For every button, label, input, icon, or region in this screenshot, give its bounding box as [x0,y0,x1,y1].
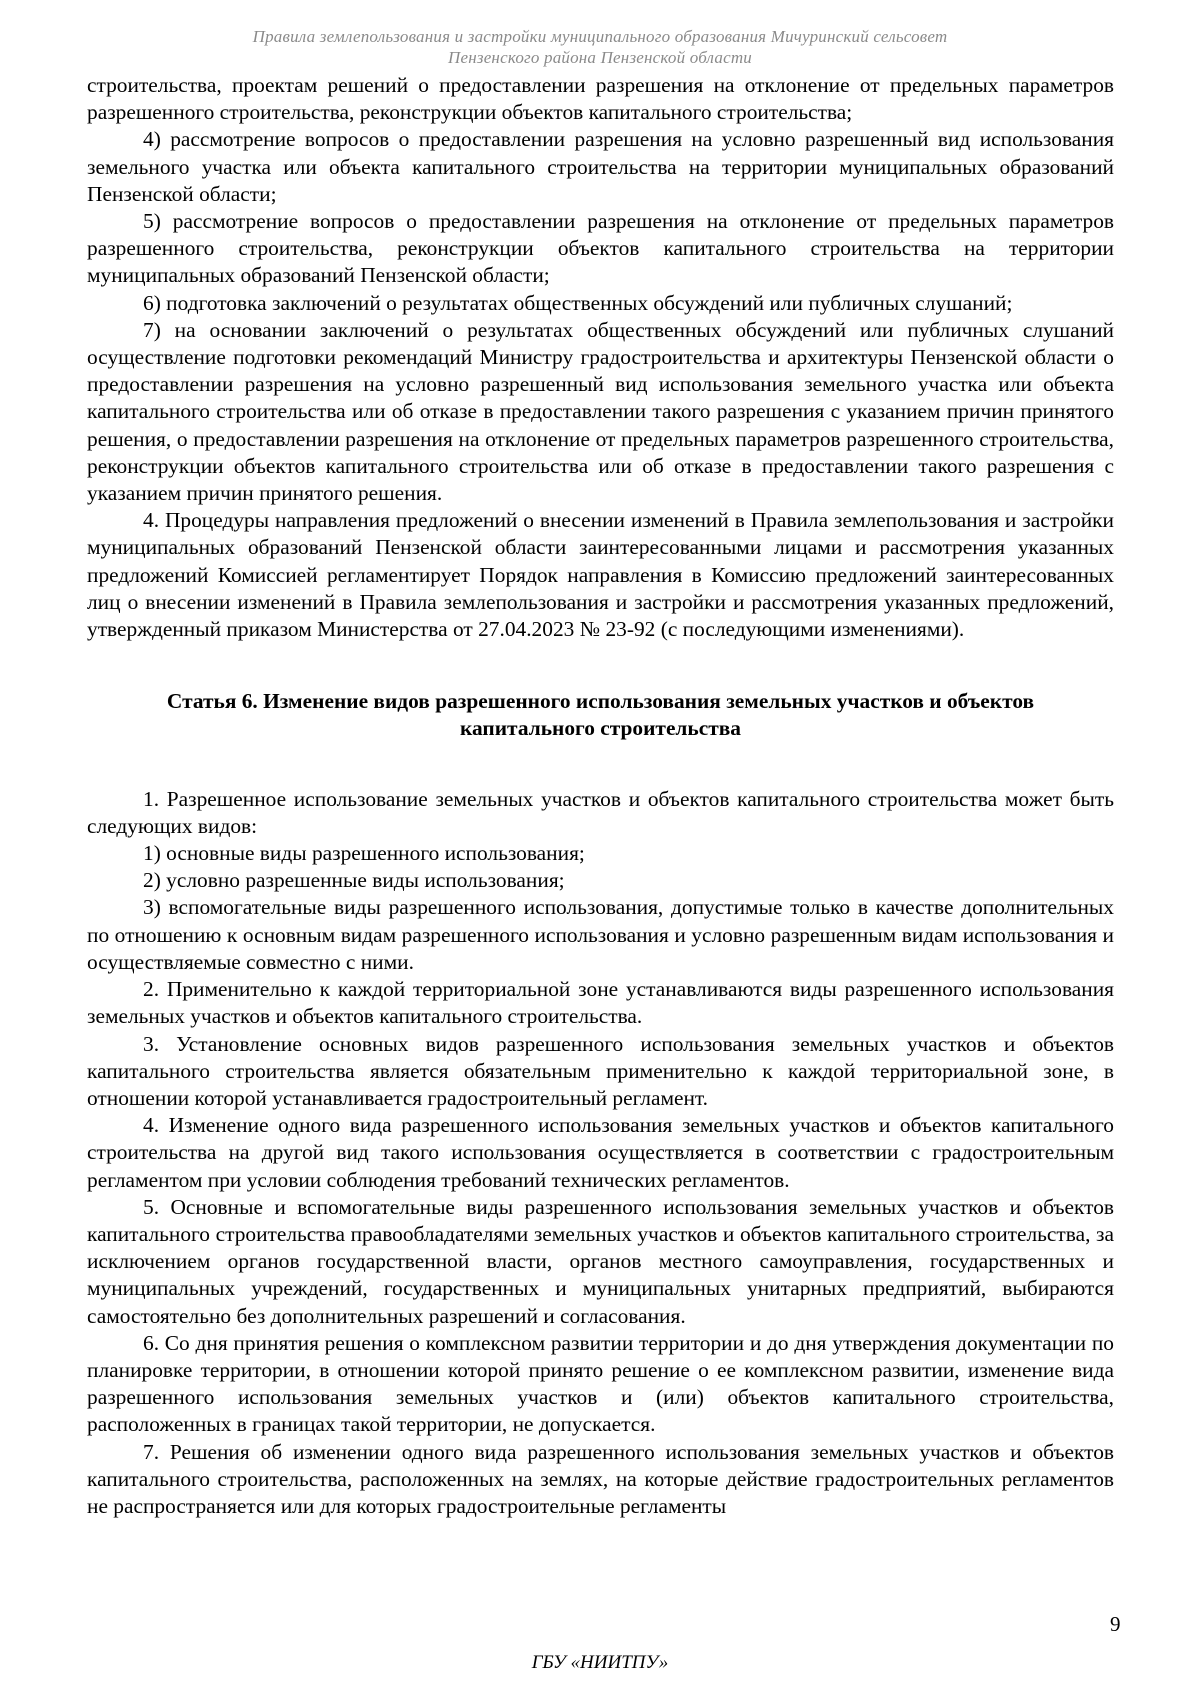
article-title-line-1: Статья 6. Изменение видов разрешенного использования земельных участков и объектов [166,689,1035,714]
subitem-2: 2) условно разрешенные виды использования; [143,868,565,893]
document-body [87,72,1114,1520]
page-number: 9 [1110,1612,1121,1636]
list-item-4: 4) рассмотрение вопросов о предоставлении разрешения на условно разрешенный вид использования земельного участка или объекта капитального строительства на территории муниципальных образований Пензенской области; [87,127,1114,206]
list-item-6: 6) подготовка заключений о результатах общественных обсуждений или публичных слушаний; [143,290,1013,315]
clause-6: 6. Со дня принятия решения о комплексном развитии территории и до дня утверждения документации по планировке территории, в отношении которой принято решение о ее комплексном развитии, изменение вида разрешенного использования земельных участков и (или) объектов капитального строительства, расположенных в границах такой территории, не допускается. [87,1330,1114,1437]
header-line-2: Пензенского района Пензенской области [448,48,752,67]
list-item-7: 7) на основании заключений о результатах общественных обсуждений или публичных слушаний осуществление подготовки рекомендаций Министру градостроительства и архитектуры Пензенской области о предоставлении разрешения на условно разрешенный вид использования земельного участка или объекта капитального строительства или об отказе в предоставлении такого разрешения с указанием причин принятого решения, о предоставлении разрешения на отклонение от предельных параметров разрешенного строительства, реконструкции объектов капитального строительства или об отказе в предоставлении такого разрешения с указанием причин принятого решения. [87,317,1114,506]
paragraph-continuation: строительства, проектам решений о предоставлении разрешения на отклонение от предельных параметров разрешенного строительства, реконструкции объектов капитального строительства; [87,73,1114,125]
subitem-3: 3) вспомогательные виды разрешенного использования, допустимые только в качестве дополнительных по отношению к основным видам разрешенного использования и условно разрешенным видам использования и осуществляемые совместно с ними. [87,895,1114,974]
article-title-line-2: капитального строительства [459,716,741,741]
header-line-1: Правила землепользования и застройки муниципального образования Мичуринский сельсовет [252,27,948,46]
page-footer: ГБУ «НИИТПУ» [531,1652,669,1673]
clause-2: 2. Применительно к каждой территориальной зоне устанавливаются виды разрешенного использования земельных участков и объектов капитального строительства. [87,977,1114,1029]
clause-5: 5. Основные и вспомогательные виды разрешенного использования земельных участков и объектов капитального строительства правообладателями земельных участков и объектов капитального строительства, за исключением органов государственной власти, органов местного самоуправления, государственных и муниципальных учреждений, государственных и муниципальных унитарных предприятий, выбираются самостоятельно без дополнительных разрешений и согласования. [87,1194,1114,1328]
page-header [0,26,1200,68]
clause-3: 3. Установление основных видов разрешенного использования земельных участков и объектов капитального строительства является обязательным применительно к каждой территориальной зоне, в отношении которой устанавливается градостроительный регламент. [87,1031,1114,1110]
clause-4: 4. Процедуры направления предложений о внесении изменений в Правила землепользования и застройки муниципальных образований Пензенской области заинтересованными лицами и рассмотрения указанных предложений Комиссией регламентирует Порядок направления в Комиссию предложений заинтересованных лиц о внесении изменений в Правила землепользования и застройки и рассмотрения указанных предложений, утвержденный приказом Министерства от 27.04.2023 № 23-92 (с последующими изменениями). [87,508,1114,642]
list-item-5: 5) рассмотрение вопросов о предоставлении разрешения на отклонение от предельных параметров разрешенного строительства, реконструкции объектов капитального строительства на территории муниципальных образований Пензенской области; [87,209,1114,288]
clause-7: 7. Решения об изменении одного вида разрешенного использования земельных участков и объектов капитального строительства, расположенных на землях, на которые действие градостроительных регламентов не распространяется или для которых градостроительные регламенты [87,1439,1114,1518]
clause-1: 1. Разрешенное использование земельных участков и объектов капитального строительства может быть следующих видов: [87,786,1114,838]
subitem-1: 1) основные виды разрешенного использования; [143,841,585,866]
article-title [87,688,1114,742]
clause-4-article-6: 4. Изменение одного вида разрешенного использования земельных участков и объектов капитального строительства на другой вид такого использования осуществляется в соответствии с градостроительным регламентом при условии соблюдения требований технических регламентов. [87,1113,1114,1192]
